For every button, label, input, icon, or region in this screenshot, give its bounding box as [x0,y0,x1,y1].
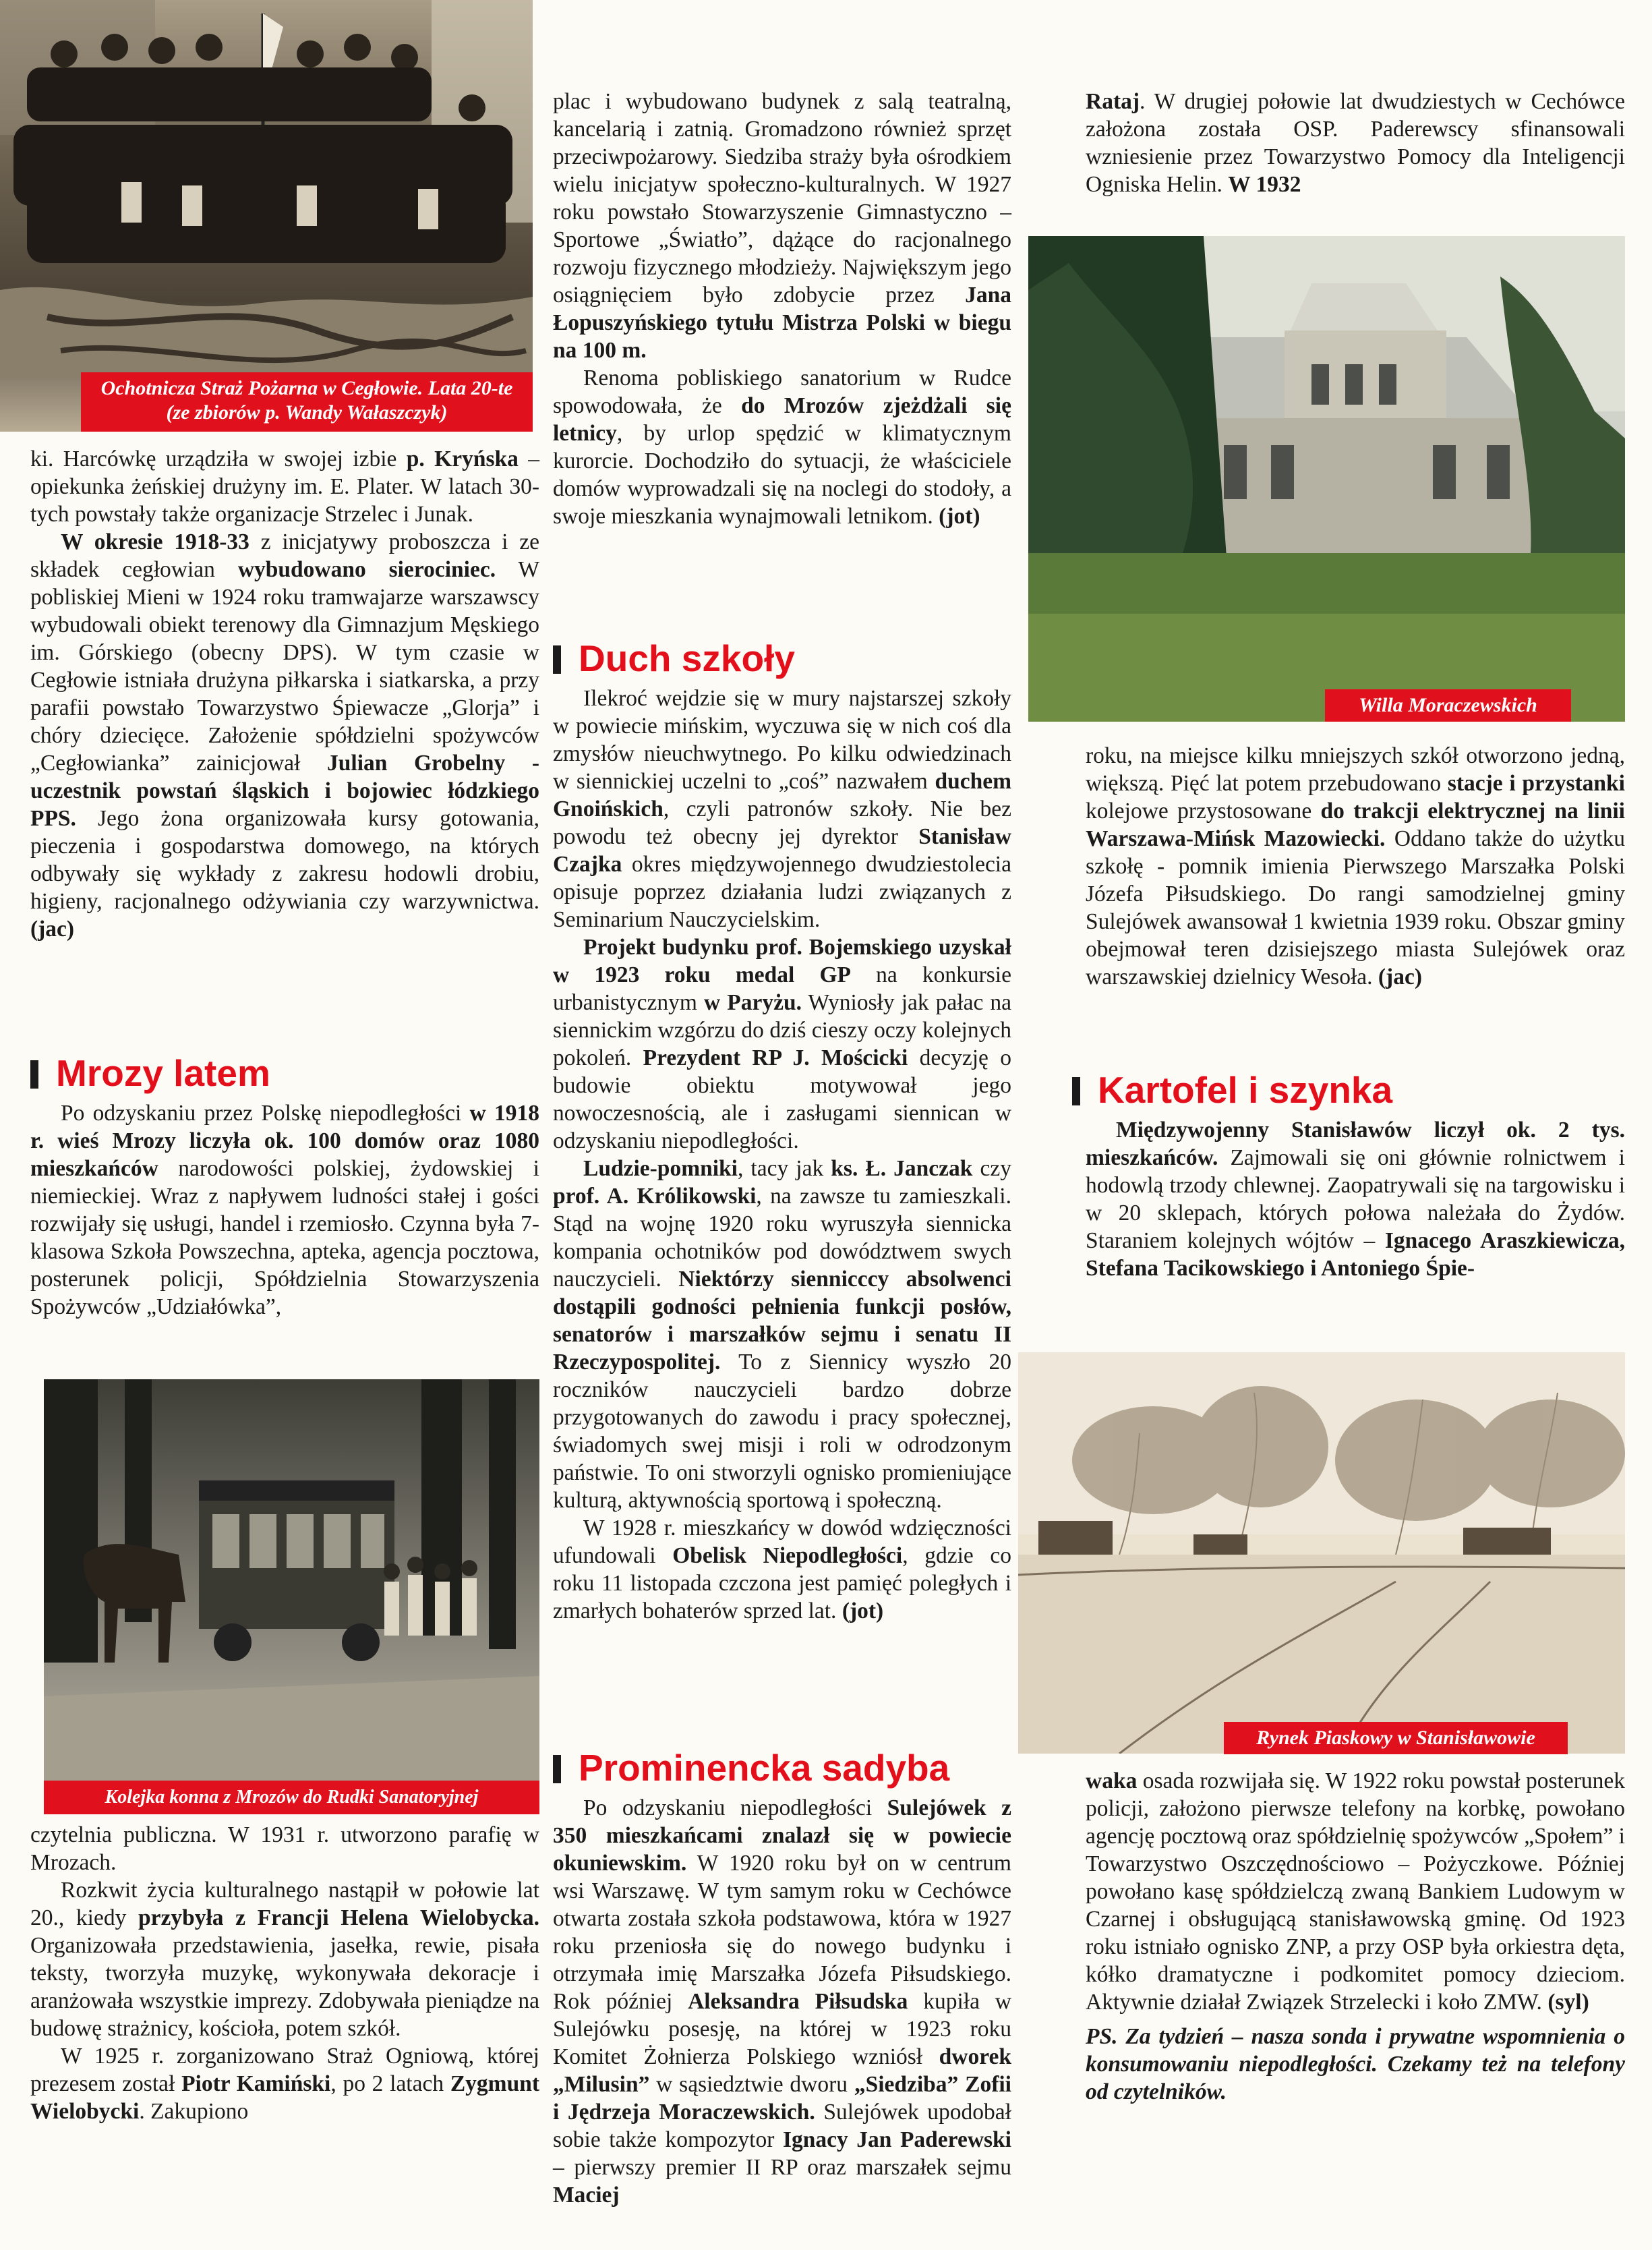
column-1-top [30,445,539,943]
heading-prominencka-sadyba: Prominencka sadyba [553,1747,949,1789]
paragraph-osada: waka osada rozwijała się. W 1922 roku powstał posterunek policji, założono pierwsze telefony na korbkę, powołano agencję pocztową oraz spółdzielnię spożywców „Społem” i Towarzystwo Oszczędnościowo – Pożyczkowe. Później powołano kasę spółdzielczą zwaną Bankiem Ludowym w Czarnej i obsługującą stanisławowską gminę. Od 1923 roku istniało ognisko ZNP, a przy OSP była orkiestra dęta, kółko dramatyczne i podkomitet pomocy dzieciom. Aktywnie działał Związek Strzelecki i koło ZMW. (syl) [1086,1768,1625,2015]
heading-kartofel-i-szynka: Kartofel i szynka [1072,1069,1392,1111]
paragraph-harcowka: ki. Harcówkę urządziła w swojej izbie p. Kryńska – opiekunka żeńskiej drużyny im. E. Plater. W latach 30-tych powstały także organizacje Strzelec i Junak. [30,446,540,527]
villa-photo [1028,236,1625,722]
column-2-duch [553,685,1011,1625]
column-3-top [1086,88,1625,198]
column-3-bottom [1086,1767,1625,2106]
paragraph-rataj: Rataj. W drugiej połowie lat dwudziestych w Cechówce założona została OSP. Paderewscy sfinansowali wzniesienie przez Towarzystwo Pomocy dla Inteligencji Ogniska Helin. W 1932 [1086,89,1625,197]
paragraph-sierociniec: W okresie 1918-33 z inicjatywy proboszcza i ze składek cegłowian wybudowano sierociniec. W pobliskiej Mieni w 1924 roku tramwajarze warszawscy wybudowali obiekt terenowy dla Gimnazjum Męskiego im. Górskiego (obecny DPS). W tym czasie w Cegłowie istniała drużyna piłkarska i siatkarska, a przy parafii powstało Towarzystwo Śpiewacze „Glorja” i chóry dziecięce. Założenie spółdzielni spożywców „Cegłowianka” zainicjował Julian Grobelny - uczestnik powstań śląskich i bojowiec łódzkiego PPS. Jego żona organizowała kursy gotowania, pieczenia i gospodarstwa domowego, na których odbywały się wykłady z zakresu hodowli drobiu, higieny, racjonalnego odżywiania czy warzywnictwa. (jac) [30,529,540,942]
column-1-bottom [30,1821,539,2125]
paragraph-letnicy: Renoma pobliskiego sanatorium w Rudce spowodowała, że do Mrozów zjeżdżali się letnicy, by urlop spędzić w klimatycznym kurorcie. Dochodziło do sytuacji, że właściciele domów wyprowadzali się na noclegi do stodoły, a swoje mieszkania wynajmowali letnikom. (jot) [553,366,1011,529]
paragraph-mrozy-1918: Po odzyskaniu przez Polskę niepodległości w 1918 r. wieś Mrozy liczyła ok. 100 domów oraz 1080 mieszkańców narodowości polskiej, żydowskiej i niemieckiej. Wraz z napływem ludności stałej i gości rozwijały się usługi, handel i rzemiosło. Czynna była 7-klasowa Szkoła Powszechna, apteka, agencja pocztowa, posterunek policji, Spółdzielnia Stowarzyszenia Spożywców „Udziałówka”, [30,1101,539,1319]
paragraph-bojemskiego: Projekt budynku prof. Bojemskiego uzyskał w 1923 roku medal GP na konkursie urbanistycznym w Paryżu. Wyniosły jak pałac na siennickim wzgórzu do dziś cieszy oczy kolejnych pokoleń. Prezydent RP J. Mościcki decyzję o budowie obiektu motywował jego nowoczesnością, ale i zasługami siennican w odzyskaniu niepodległości. [553,935,1011,1153]
paragraph-czytelnia: czytelnia publiczna. W 1931 r. utworzono parafię w Mrozach. [30,1822,539,1875]
postscript-note: PS. Za tydzień – nasza sonda i prywatne wspomnienia o konsumowaniu niepodległości. Czekamy też na telefony od czytelników. [1086,2024,1625,2104]
paragraph-swiatlo: plac i wybudowano budynek z salą teatralną, kancelarią i zatnią. Gromadzono również sprzęt przeciwpożarowy. Siedziba straży była ośrodkiem wielu inicjatyw społeczno-kulturalnych. W 1927 roku powstało Stowarzyszenie Gimnastyczno – Sportowe „Światło”, dążące do racjonalnego rozwoju fizycznego młodzieży. Największym jego osiągnięciem było zdobycie przez Jana Łopuszyńskiego tytułu Mistrza Polski w biegu na 100 m. [553,89,1011,363]
villa-caption: Willa Moraczewskich [1325,689,1571,722]
paragraph-stanislawow: Międzywojenny Stanisławów liczył ok. 2 tys. mieszkańców. Zajmowali się oni głównie rolnictwem i hodowlą trzody chlewnej. Zaopatrywali się na targowisku i w 20 sklepach, których połowa należała do Żydów. Staraniem kolejnych wójtów – Ignacego Araszkiewicza, Stefana Tacikowskiego i Antoniego Śpie- [1086,1118,1625,1281]
market-square-caption: Rynek Piaskowy w Stanisławowie [1224,1722,1568,1754]
heading-mrozy-latem: Mrozy latem [30,1052,270,1094]
paragraph-ludzie-pomniki: Ludzie-pomniki, tacy jak ks. Ł. Janczak czy prof. A. Królikowski, na zawsze tu zamieszkali. Stąd na wojnę 1920 roku wyruszyła siennicka kompania ochotników pod dowództwem swych nauczycieli. Niektórzy siennicccy absolwenci dostąpili godności pełnienia funkcji posłów, senatorów i marszałków sejmu i senatu II Rzeczypospolitej. To z Siennicy wyszło 20 roczników nauczycieli bardzo dobrze przygotowanych do zawodu i pracy społecznej, świadomych swej misji i roli w odrodzonym państwie. To oni stworzyli ognisko promieniujące kulturą, aktywnością sportową i społeczną. [553,1156,1011,1513]
heading-duch-szkoly: Duch szkoły [553,637,795,679]
column-3-middle [1086,742,1625,991]
heading-bar [553,645,561,674]
paragraph-obelisk: W 1928 r. mieszkańcy w dowód wdzięczności ufundowali Obelisk Niepodległości, gdzie co roku 11 listopada czczona jest pamięć poległych i zmarłych bohaterów sprzed lat. (jot) [553,1516,1011,1623]
column-2-sulejowek [553,1794,1011,2209]
horse-tram-photo [44,1379,539,1797]
column-2-top [553,88,1011,530]
paragraph-gnoinskich: Ilekroć wejdzie się w mury najstarszej szkoły w powiecie mińskim, wyczuwa się w nich coś dla zmysłów nieuchwytnego. Po kilku odwiedzinach w siennickiej uczelni to „coś” nazwałem duchem Gnoińskich, czyli patronów szkoły. Nie bez powodu też obecny jej dyrektor Stanisław Czajka okres międzywojennego dwudziestolecia opisuje poprzez działania ludzi związanych z Seminarium Nauczycielskim. [553,686,1011,932]
horse-tram-caption: Kolejka konna z Mrozów do Rudki Sanatoryjnej [44,1781,539,1814]
fire-brigade-caption: Ochotnicza Straż Pożarna w Cegłowie. Lata 20-te (ze zbiorów p. Wandy Wałaszczyk) [81,372,533,432]
heading-bar [553,1755,561,1783]
paragraph-wielobycka: Rozkwit życia kulturalnego nastąpił w połowie lat 20., kiedy przybyła z Francji Helena Wielobycka. Organizowała przedstawienia, jasełka, rewie, pisała teksty, tworzyła muzykę, wykonywała dekoracje i aranżowała wszystkie imprezy. Zdobywała pieniądze na budowę strażnicy, kościoła, potem szkół. [30,1878,539,2041]
column-1-mrozy [30,1099,539,1321]
paragraph-sulejowek: Po odzyskaniu niepodległości Sulejówek z 350 mieszkańcami znalazł się w powiecie okuniewskim. W 1920 roku był on w centrum wsi Warszawę. W tym samym roku w Cechówce otwarta została szkoła podstawowa, która w 1927 roku przeniosła się do nowego budynku i otrzymała imię Marszałka Józefa Piłsudskiego. Rok później Aleksandra Piłsudska kupiła w Sulejówku posesję, na której w 1923 roku Komitet Żołnierza Polskiego wzniósł dworek „Milusin” w sąsiedztwie dworu „Siedziba” Zofii i Jędrzeja Moraczewskich. Sulejówek upodobał sobie także kompozytor Ignacy Jan Paderewski – pierwszy premier II RP oraz marszałek sejmu Maciej [553,1795,1011,2208]
fire-brigade-photo [0,0,533,432]
paragraph-straz-ogniowa: W 1925 r. zorganizowano Straż Ogniową, której prezesem został Piotr Kamiński, po 2 latach Zygmunt Wielobycki. Zakupiono [30,2044,539,2124]
market-square-photo [1018,1352,1625,1754]
heading-bar [30,1060,38,1089]
paragraph-trakcja: roku, na miejsce kilku mniejszych szkół otworzono jedną, większą. Pięć lat potem przebudowano stacje i przystanki kolejowe przystosowane do trakcji elektrycznej na linii Warszawa-Mińsk Mazowiecki. Oddano także do użytku szkołę - pomnik imienia Pierwszego Marszałka Polski Józefa Piłsudskiego. Do rangi samodzielnej gminy Sulejówek awansował 1 kwietnia 1939 roku. Obszar gminy obejmował teren dzisiejszego miasta Sulejówek oraz warszawskiej dzielnicy Wesoła. (jac) [1086,743,1625,989]
column-3-stanislawow [1086,1116,1625,1282]
heading-bar [1072,1077,1080,1105]
